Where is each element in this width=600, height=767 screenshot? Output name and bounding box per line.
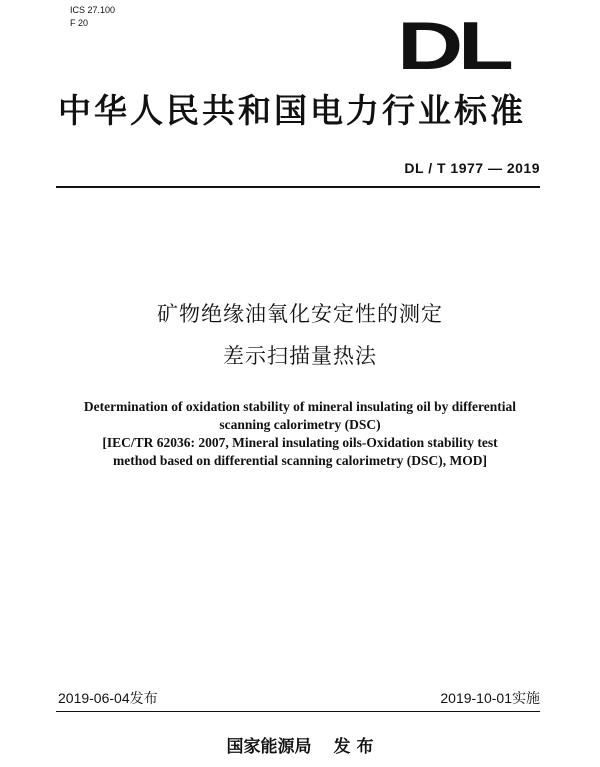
cn-title-line-2: 差示扫描量热法 bbox=[223, 344, 377, 368]
issuer-name: 国家能源局 bbox=[226, 737, 312, 757]
en-title-block bbox=[40, 398, 560, 470]
footer-divider bbox=[56, 711, 540, 712]
cn-title-line-1: 矿物绝缘油氧化安定性的测定 bbox=[157, 302, 443, 326]
issuer-action: 发 布 bbox=[333, 737, 374, 757]
standard-number: DL / T 1977 — 2019 bbox=[404, 160, 540, 176]
dl-logo: DL bbox=[397, 8, 509, 84]
en-title-line: scanning calorimetry (DSC) bbox=[219, 417, 381, 432]
ics-code: ICS 27.100 bbox=[70, 5, 116, 15]
issue-date: 2019-06-04发布 bbox=[58, 690, 158, 706]
implementation-date: 2019-10-01实施 bbox=[440, 690, 540, 706]
en-title-line: Determination of oxidation stability of mineral insulating oil by differential bbox=[83, 399, 517, 414]
en-title-line: method based on differential scanning calorimetry (DSC), MOD] bbox=[113, 453, 487, 468]
header-divider bbox=[56, 186, 540, 188]
ccs-code: F 20 bbox=[70, 18, 89, 28]
org-title: 中华人民共和国电力行业标准 bbox=[58, 91, 526, 130]
issuer-line bbox=[0, 736, 600, 758]
en-title-line: [IEC/TR 62036: 2007, Mineral insulating oils-Oxidation stability test bbox=[102, 435, 498, 450]
